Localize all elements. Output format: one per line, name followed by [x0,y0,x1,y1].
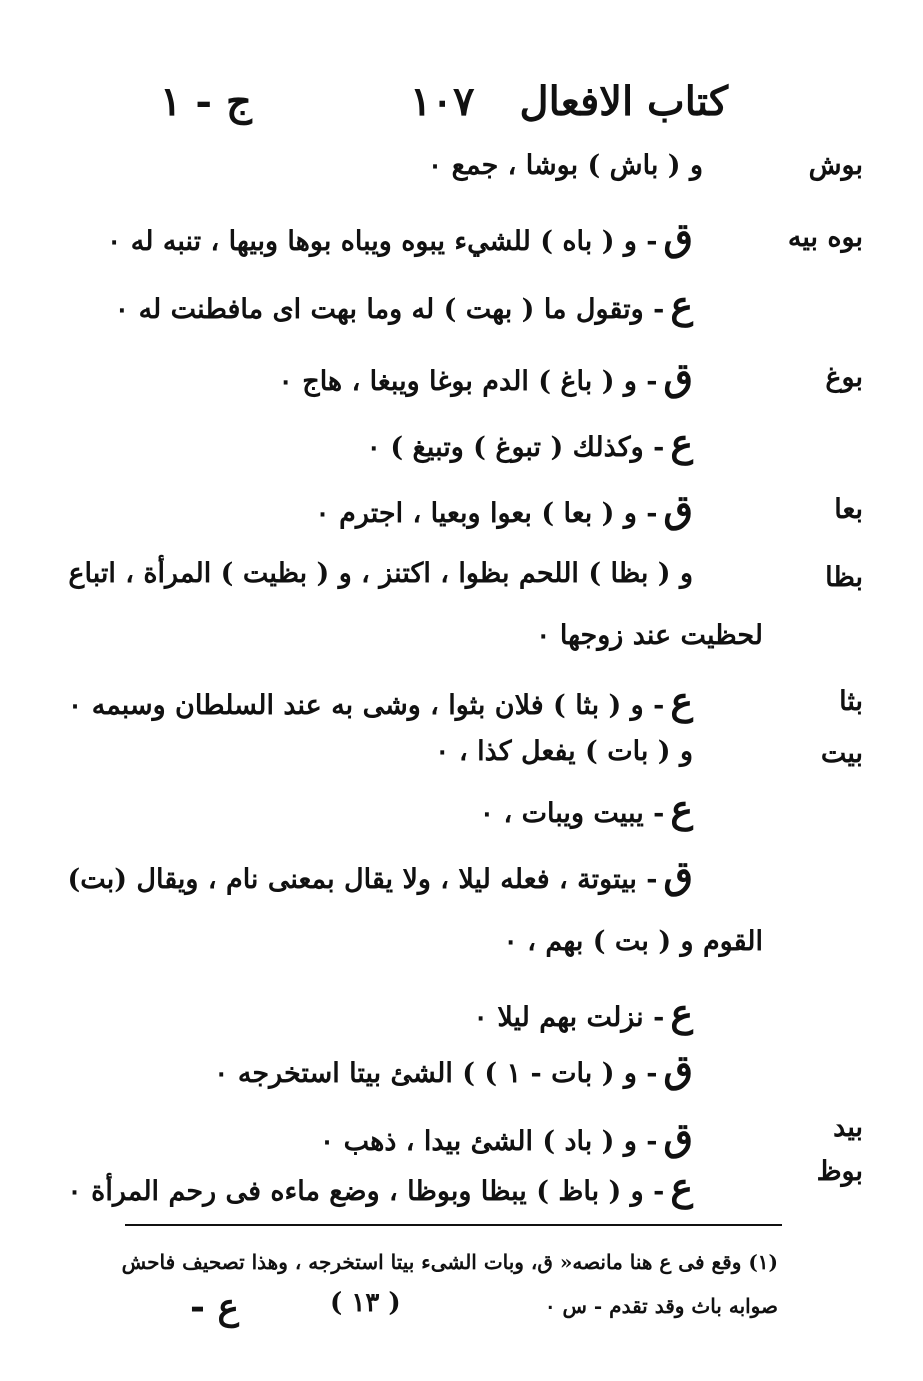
entry-text: - و ( بثا ) فلان بثوا ، وشى به عند السلطان وسبمه ٠ [67,690,665,721]
source-marker: ق [663,1046,693,1091]
entry-line [473,990,693,1035]
entry-line [67,852,693,897]
root-word: بوظ [816,1156,863,1187]
entry-line [320,1114,693,1159]
root-word: بعا [834,494,863,525]
root-word: بيت [820,738,863,769]
entry-line [480,786,693,831]
entry-text: - يبيت ويبات ، ٠ [479,798,665,829]
footnote-divider [125,1224,782,1226]
source-marker: ق [663,214,693,259]
root-word: بيد [833,1112,863,1143]
source-marker: ق [663,354,693,399]
root-word: بوغ [825,362,863,393]
entry-text: - و ( باه ) للشيء يبوه ويباه بوها وبيها ، تنبه له ٠ [106,226,658,257]
source-marker: ع [670,282,693,327]
entry-line [214,1046,693,1091]
entry-line [68,678,693,723]
source-marker: ع [670,678,693,723]
entry-line [107,214,693,259]
footnote-line: صوابه باث وقد تقدم - س ٠ [544,1294,778,1318]
catchword: ع - [190,1286,239,1328]
entry-text: - نزلت بهم ليلا ٠ [473,1002,665,1033]
section-number: ( ١٣ ) [330,1288,401,1318]
book-title: كتاب الافعال [519,78,728,125]
entry-text: - و ( بعا ) بعوا وبعيا ، اجترم ٠ [315,498,658,529]
root-word: بوه بيه [787,222,863,253]
root-word: بظا [825,562,863,593]
source-marker: ع [670,1164,693,1209]
source-marker: ع [670,420,693,465]
entry-line [366,420,693,465]
entry-line [115,282,693,327]
entry-line [67,1164,693,1209]
entry-text: - وتقول ما ( بهت ) له وما بهت اى مافطنت له ٠ [114,294,665,325]
source-marker: ع [670,990,693,1035]
entry-text: - و ( باغ ) الدم بوغا ويبغا ، هاج ٠ [278,366,658,397]
source-marker: ع [670,786,693,831]
entry-text: و ( بظا ) اللحم بظوا ، اكتنز ، و ( بظيت ) المرأة ، اتباع [68,558,693,589]
entry-line [315,486,693,531]
source-marker: ق [663,1114,693,1159]
volume-label: ج - ١ [160,78,252,125]
entry-text: لحظيت عند زوجها ٠ [535,620,763,651]
entry-line [428,150,703,181]
entry-line [278,354,693,399]
source-marker: ق [663,486,693,531]
entry-line [435,736,693,767]
source-marker: ق [663,852,693,897]
entry-text: - و ( باظ ) يبظا وبوظا ، وضع ماءه فى رحم المرأة ٠ [67,1176,665,1207]
root-word: بثا [839,686,863,717]
entry-text: القوم و ( بت ) بهم ، ٠ [503,926,763,957]
entry-line [68,558,693,589]
root-word: بوش [808,150,863,181]
entry-text: - و ( باد ) الشئ بيدا ، ذهب ٠ [319,1126,658,1157]
entry-text: و ( بات ) يفعل كذا ، ٠ [435,736,693,767]
entry-text: و ( باش ) بوشا ، جمع ٠ [427,150,703,181]
page-number: ١٠٧ [410,78,475,125]
entry-text: - و ( بات - ١ ) ) الشئ بيتا استخرجه ٠ [214,1058,658,1089]
entry-text: - وكذلك ( تبوغ ) وتبيغ ) ٠ [366,432,665,463]
entry-line [503,926,763,957]
footnote-line: (١) وقع فى ع هنا مانصه« ق، وبات الشىء بيتا استخرجه ، وهذا تصحيف فاحش [121,1250,778,1274]
entry-line [536,620,763,651]
entry-text: - بيتوتة ، فعله ليلا ، ولا يقال بمعنى نام ، ويقال (بت) [67,864,658,895]
